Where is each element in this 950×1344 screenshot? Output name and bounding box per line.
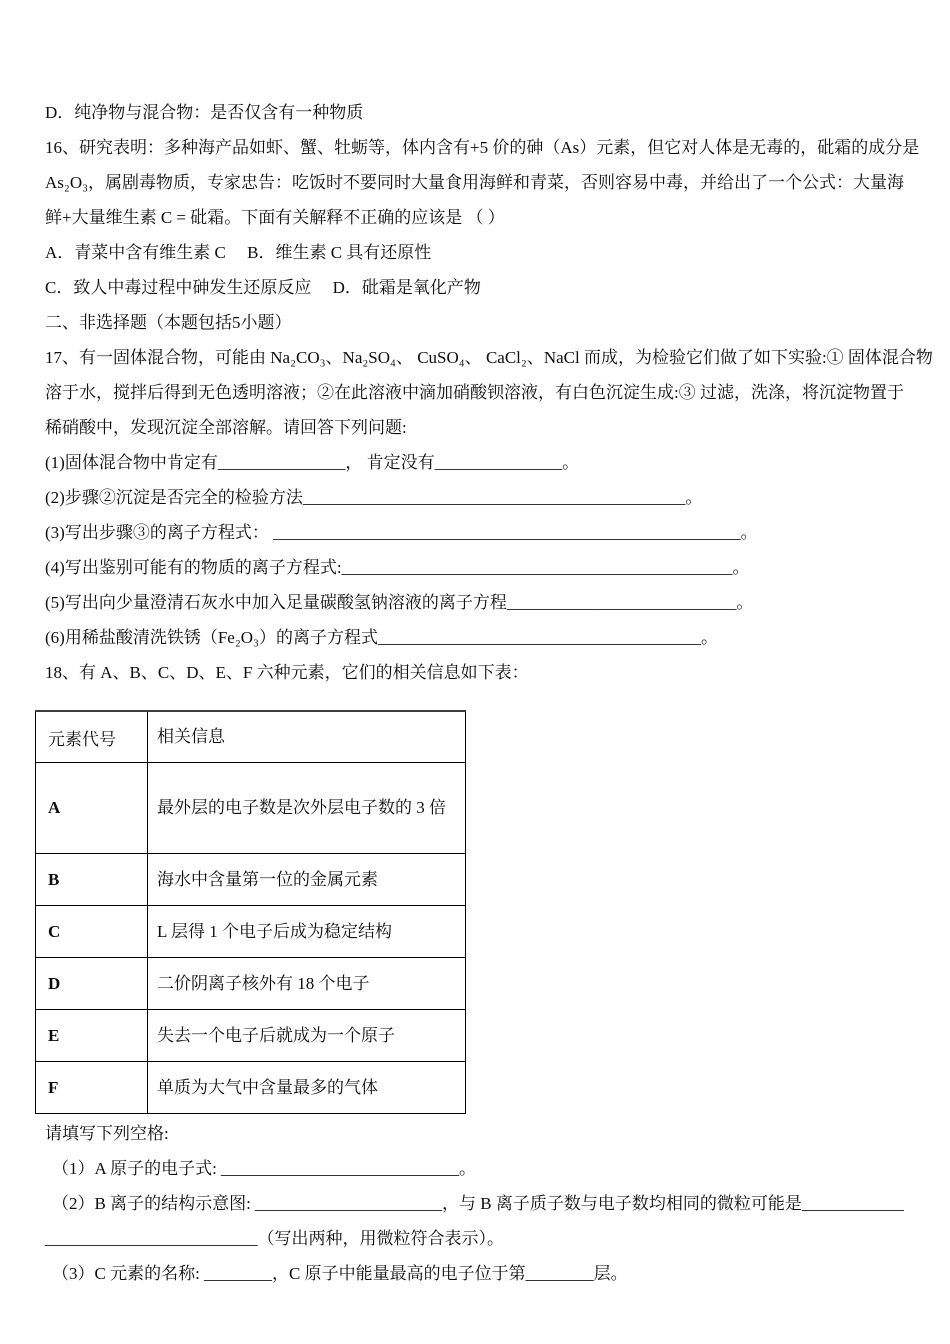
question-18-fill-1: （1）A 原子的电子式: ____________________________。: [52, 1159, 477, 1178]
element-info-cell: 单质为大气中含量最多的气体: [148, 1062, 466, 1114]
table-row-f: [36, 1062, 466, 1114]
table-header-element-code: 元素代号: [36, 711, 148, 763]
element-info-cell: 二价阴离子核外有 18 个电子: [148, 958, 466, 1010]
table-row-b: [36, 854, 466, 906]
table-row-e: [36, 1010, 466, 1062]
question-17-blank-4: (4)写出鉴别可能有的物质的离子方程式:______________________________________________。: [45, 558, 750, 577]
table-row-d: [36, 958, 466, 1010]
question-17-blank-3: (3)写出步骤③的离子方程式： _______________________________________________________。: [45, 523, 758, 542]
element-info-table: [35, 710, 466, 1114]
question-17-blank-1: (1)固体混合物中肯定有_______________， 肯定没有_______________。: [45, 453, 580, 472]
question-16-options-cd: C．致人中毒过程中砷发生还原反应 D．砒霜是氧化产物: [45, 278, 481, 297]
table-row-c: [36, 906, 466, 958]
table-header-row: [36, 711, 466, 763]
question-17-blank-2: (2)步骤②沉淀是否完全的检验方法_____________________________________________。: [45, 488, 703, 507]
option-d-line: D．纯净物与混合物：是否仅含有一种物质: [45, 103, 364, 122]
question-17-line-2: 溶于水，搅拌后得到无色透明溶液；②在此溶液中滴加硝酸钡溶液，有白色沉淀生成:③ 过滤，洗涤，将沉淀物置于: [45, 383, 904, 402]
question-18-intro: 18、有 A、B、C、D、E、F 六种元素，它们的相关信息如下表：: [45, 663, 529, 682]
question-17-blank-5: (5)写出向少量澄清石灰水中加入足量碳酸氢钠溶液的离子方程___________________________。: [45, 593, 754, 612]
question-17-line-3: 稀硝酸中，发现沉淀全部溶解。请回答下列问题:: [45, 418, 407, 437]
fill-blanks-intro: 请填写下列空格:: [45, 1124, 169, 1143]
question-16-line-3: 鲜+大量维生素 C = 砒霜。下面有关解释不正确的应该是 （ ）: [45, 208, 505, 227]
table-header-related-info: 相关信息: [148, 711, 466, 763]
element-info-cell: 失去一个电子后就成为一个原子: [148, 1010, 466, 1062]
question-18-fill-2a: （2）B 离子的结构示意图: ______________________，与 B 离子质子数与电子数均相同的微粒可能是____________: [52, 1194, 904, 1213]
question-18-fill-2b: _________________________（写出两种，用微粒符合表示）。: [45, 1229, 504, 1248]
element-info-cell: 海水中含量第一位的金属元素: [148, 854, 466, 906]
question-18-fill-3: （3）C 元素的名称: ________，C 原子中能量最高的电子位于第________层。: [52, 1264, 628, 1283]
question-17-line-1: 17、有一固体混合物，可能由 Na₂CO₃、Na₂SO₄、 CuSO₄、 CaCl₂、NaCl 而成，为检验它们做了如下实验:① 固体混合物: [45, 348, 933, 367]
element-code-cell: E: [36, 1010, 148, 1062]
question-17-blank-6: (6)用稀盐酸清洗铁锈（Fe₂O₃）的离子方程式______________________________________。: [45, 628, 718, 647]
element-code-cell: B: [36, 854, 148, 906]
element-info-cell: 最外层的电子数是次外层电子数的 3 倍: [148, 763, 466, 854]
element-code-cell: C: [36, 906, 148, 958]
element-code-cell: D: [36, 958, 148, 1010]
question-16-line-1: 16、研究表明：多种海产品如虾、蟹、牡蛎等，体内含有+5 价的砷（As）元素，但它对人体是无毒的，砒霜的成分是: [45, 138, 920, 157]
element-code-cell: A: [36, 763, 148, 854]
question-16-line-2: As₂O₃，属剧毒物质，专家忠告：吃饭时不要同时大量食用海鲜和青菜，否则容易中毒，并给出了一个公式：大量海: [45, 173, 905, 192]
table-row-a: [36, 763, 466, 854]
element-code-cell: F: [36, 1062, 148, 1114]
element-info-cell: L 层得 1 个电子后成为稳定结构: [148, 906, 466, 958]
question-16-options-ab: A．青菜中含有维生素 C B．维生素 C 具有还原性: [45, 243, 432, 262]
section-2-header: 二、非选择题（本题包括5小题）: [45, 313, 292, 332]
